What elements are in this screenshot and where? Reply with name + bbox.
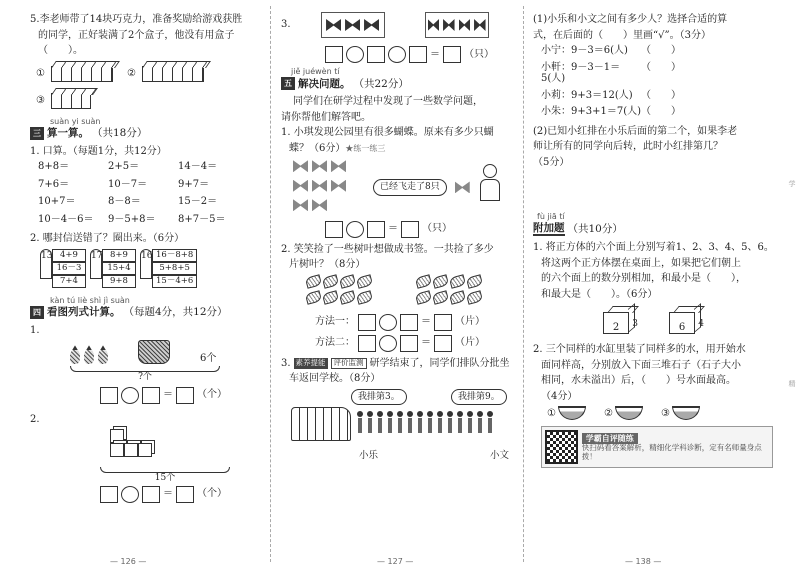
- e1-line2: 将这两个正方体摆在桌面上，如果把它们朝上: [541, 257, 741, 269]
- oral-item[interactable]: 8+8＝: [38, 161, 70, 173]
- die-face-front: 2: [612, 321, 620, 333]
- mailbox-number: 13: [40, 249, 52, 279]
- letter-card[interactable]: 15+4: [102, 262, 136, 275]
- option-3-label: ③: [36, 94, 45, 106]
- mailboxes: [40, 249, 262, 288]
- q5-line1: 5.李老师带了14块巧克力，准备奖励给游戏获胜: [30, 14, 243, 25]
- cube-icon: [603, 312, 638, 334]
- tank-options: [547, 406, 781, 420]
- sec3-pinyin: suàn yi suàn: [50, 116, 101, 126]
- name-b: 小文: [489, 449, 509, 461]
- sec5-badge: 五: [281, 77, 295, 90]
- p2-line3: （5分）: [533, 156, 570, 168]
- answer-box[interactable]: [325, 46, 343, 63]
- e2-line1: 2. 三个同样的水缸里装了同样多的水，用开始水: [533, 344, 746, 356]
- answer-box[interactable]: [176, 387, 194, 404]
- choice-label: 小朱：9+3+1＝7(人): [541, 106, 642, 117]
- q1-equation: ＝ （只）: [325, 221, 519, 238]
- choice-list: [541, 45, 781, 118]
- unit-label: （个）: [197, 389, 227, 401]
- sec4-q1-figure: [70, 340, 240, 382]
- option-3[interactable]: [36, 93, 262, 109]
- banner-title: 学霸自评随练: [582, 433, 638, 444]
- operator-circle[interactable]: [388, 46, 406, 63]
- p1-line1: (1)小乐和小文之间有多少人？选择合适的算: [533, 14, 728, 25]
- page-138: [525, 0, 785, 572]
- cube-icon: [669, 312, 704, 334]
- bird-group-icon: [321, 12, 385, 38]
- choice-label: 小莉：9+3＝12(人): [541, 89, 633, 101]
- leaf-group-icon: [305, 275, 385, 308]
- operator-circle[interactable]: [379, 314, 397, 331]
- answer-box[interactable]: [325, 221, 343, 238]
- dice-figure: [603, 312, 781, 334]
- queue-names: [359, 451, 509, 462]
- q3-number: 3.: [281, 19, 291, 31]
- p2-line1: (2)已知小红排在小乐后面的第二个，如果李老: [533, 125, 738, 137]
- answer-box[interactable]: [400, 314, 418, 331]
- pineapple-basket-icon: [138, 340, 170, 364]
- intro-line2: 请你帮他们解答吧。: [281, 111, 371, 123]
- q3b-tag: 评价监测: [331, 358, 367, 369]
- answer-box[interactable]: [443, 46, 461, 63]
- tank-option-2[interactable]: [604, 406, 643, 420]
- answer-box[interactable]: [367, 221, 385, 238]
- page-number: — 138 —: [625, 556, 662, 566]
- unit-label: （片）: [455, 337, 485, 349]
- option-2[interactable]: [127, 66, 204, 82]
- page-126: [0, 0, 268, 572]
- choice-label: 小軒：9－3－1＝5(人): [541, 61, 621, 84]
- tank-label: ①: [547, 407, 556, 419]
- speech-bubble-a: 我排第3。: [351, 389, 407, 405]
- q5-options: [36, 63, 262, 85]
- method1-label: 方法一：: [315, 316, 355, 328]
- children-queue-icon: [355, 411, 495, 437]
- mailbox-2: [90, 249, 136, 288]
- butterfly-icon: [455, 181, 470, 193]
- answer-space[interactable]: [533, 172, 781, 212]
- intro-line1: 同学们在研学过程中发现了一些数学问题，: [293, 96, 483, 108]
- e1-line4: 和最大是（ ）。（6分）: [541, 288, 658, 300]
- answer-box[interactable]: [100, 387, 118, 404]
- answer-box[interactable]: [434, 335, 452, 352]
- method2-label: 方法二：: [315, 337, 355, 349]
- p2-line2: 师让所有的同学向后转，此时小红排第几？: [533, 141, 723, 152]
- q3b-line2: 车返回学校。（8分）: [289, 373, 381, 385]
- pineapple-group-icon: [70, 350, 108, 364]
- e1-line1: 1. 将正方体的六个面上分别写着1、2、3、4、5、6。: [533, 242, 774, 254]
- answer-box[interactable]: [409, 46, 427, 63]
- sec4-q1-total: 6个: [200, 352, 217, 364]
- unit-label: （片）: [455, 316, 485, 328]
- letter-card[interactable]: 15－4+6: [152, 275, 197, 288]
- q3-equation: ＝ （只）: [325, 46, 519, 63]
- chocolate-box-icon: [51, 66, 113, 82]
- option-1-label: ①: [36, 67, 45, 79]
- answer-box[interactable]: [100, 486, 118, 503]
- option-2-label: ②: [126, 67, 136, 79]
- q3b-badge: 素养提能: [295, 358, 326, 368]
- sec4-q1-question: ?个: [138, 372, 152, 383]
- name-a: 小乐: [359, 449, 379, 461]
- q2-line2: 片树叶？（8分）: [289, 259, 366, 271]
- letter-card[interactable]: 9+8: [102, 275, 136, 288]
- choice-blank[interactable]: （ ）: [641, 45, 681, 56]
- speech-bubble-b: 我排第9。: [451, 389, 507, 405]
- page-127: [273, 0, 523, 572]
- sec5-title: 解决问题。: [298, 77, 351, 90]
- q2-line1: 2. 笑笑捡了一些树叶想做成书签。一共捡了多少: [281, 243, 494, 255]
- die-face-side: 3: [632, 319, 638, 330]
- letter-card[interactable]: 16－8+8: [152, 249, 197, 262]
- answer-box[interactable]: [358, 335, 376, 352]
- oral-item[interactable]: 15－2＝: [178, 196, 218, 208]
- tank-option-1[interactable]: [547, 406, 586, 420]
- e2-line3: 相同，水未溢出）后，（ ）号水面最高。: [541, 375, 736, 387]
- extra-title: 附加题: [533, 222, 565, 236]
- operator-circle[interactable]: [346, 46, 364, 63]
- q1-line2: [289, 143, 519, 155]
- e2-line2: 面同样高，分别放入下面三堆石子（石子大小: [541, 359, 741, 371]
- water-tank-icon: [672, 406, 700, 420]
- qr-code-icon[interactable]: [545, 430, 578, 464]
- cube-stack-icon: [110, 429, 250, 457]
- side-mark: 学: [788, 180, 797, 187]
- unit-label: （个）: [197, 488, 227, 500]
- butterfly-grid-icon: [291, 158, 367, 217]
- oral-item[interactable]: 14－4＝: [178, 161, 218, 173]
- tank-option-3[interactable]: [661, 406, 700, 420]
- answer-box[interactable]: [358, 314, 376, 331]
- sec5-pinyin: jiě juéwèn tí: [291, 67, 340, 76]
- page-number: — 127 —: [377, 556, 414, 566]
- chocolate-box-icon: [51, 93, 91, 109]
- sec4-badge: 四: [30, 306, 44, 319]
- mailbox-1: [40, 249, 86, 288]
- answer-box[interactable]: [367, 46, 385, 63]
- answer-box[interactable]: [401, 221, 419, 238]
- q1-line1: 1. 小琪发现公园里有很多蝴蝶。原来有多少只蝴: [281, 127, 494, 139]
- operator-circle[interactable]: [379, 335, 397, 352]
- sec3-title: 算一算。: [47, 127, 89, 140]
- q3b-line1: 3. 素养提能 评价监测 研学结束了，同学们排队分批坐: [281, 357, 510, 369]
- oral-item[interactable]: 10+7＝: [38, 196, 76, 208]
- choice-blank[interactable]: （ ）: [641, 106, 681, 117]
- water-tank-icon: [558, 406, 586, 420]
- oral-item[interactable]: 10－7＝: [108, 178, 148, 190]
- method2-equation: 方法二： ＝ （片）: [315, 335, 519, 352]
- p1-line2: 式，在后面的（ ）里画“√”。（3分）: [533, 29, 711, 41]
- oral-calc-grid: [38, 161, 262, 225]
- chocolate-box-icon: [142, 66, 204, 82]
- option-1[interactable]: [36, 66, 113, 82]
- q1-line2-text: 蝶？（6分）: [289, 142, 346, 154]
- sec4-points: （每题4分，共12分）: [123, 306, 228, 319]
- q3-birds: [281, 12, 519, 38]
- extra-pinyin: fù jiā tí: [537, 212, 565, 221]
- choice-blank[interactable]: （ ）: [641, 89, 681, 101]
- page-number: — 126 —: [110, 556, 147, 566]
- operator-circle[interactable]: [346, 221, 364, 238]
- oral-item[interactable]: 8－8＝: [108, 196, 141, 208]
- sec4-heading: [30, 306, 262, 319]
- answer-box[interactable]: [434, 314, 452, 331]
- oral-item[interactable]: 9+7＝: [178, 178, 210, 190]
- e2-line4: （4分）: [541, 390, 578, 402]
- side-mark: 精: [788, 380, 797, 387]
- q1-line: 1. 口算。（每题1分，共12分）: [30, 145, 167, 157]
- oral-item[interactable]: 7+6＝: [38, 178, 70, 190]
- answer-box[interactable]: [176, 486, 194, 503]
- operator-circle[interactable]: [121, 387, 139, 404]
- sec5-heading: [281, 77, 519, 90]
- q5-line3: （ ）。: [38, 45, 83, 56]
- sec3-heading: [30, 127, 262, 140]
- q5-line2: 的同学，正好装满了2个盒子，他没有用盒子: [38, 29, 235, 41]
- mailbox-3: [140, 249, 197, 288]
- qr-banner[interactable]: [541, 426, 773, 468]
- bird-group-icon: [425, 12, 489, 38]
- sec4-title: 看图列式计算。: [47, 306, 121, 319]
- banner-text: 快扫码看答案解析，精细化学科诊断，定有名师量身点拨！: [581, 443, 762, 461]
- sec4-q1-number: 1.: [30, 324, 40, 336]
- sec5-points: （共22分）: [353, 77, 409, 90]
- leaf-groups: [305, 275, 519, 308]
- die-face-side: 4: [698, 319, 704, 330]
- sec3-badge: 三: [30, 127, 44, 140]
- e1-line3: 的六个面上的数分别相加，和最小是（ ），: [541, 273, 746, 285]
- method1-equation: 方法一： ＝ （片）: [315, 314, 519, 331]
- letter-card[interactable]: 7+4: [52, 275, 86, 288]
- leaf-group-icon: [415, 275, 495, 308]
- oral-item[interactable]: 8+7－5＝: [178, 213, 226, 225]
- unit-label: （只）: [464, 48, 494, 60]
- die-face-front: 6: [678, 321, 686, 333]
- sec4-q2-equation: ＝ （个）: [100, 486, 262, 503]
- oral-item[interactable]: 2+5＝: [108, 161, 140, 173]
- oral-item[interactable]: 10－4－6＝: [38, 213, 94, 225]
- answer-box[interactable]: [142, 486, 160, 503]
- mailbox-number: 17: [90, 249, 102, 279]
- sec4-q2-figure: [100, 429, 250, 483]
- sec4-q2-total: 15个: [154, 473, 176, 484]
- answer-box[interactable]: [400, 335, 418, 352]
- choice-blank[interactable]: （ ）: [641, 61, 681, 73]
- extra-heading: [533, 222, 781, 236]
- q1-note: ★练一练三: [345, 143, 386, 153]
- letter-card[interactable]: 4+9: [52, 249, 86, 262]
- sec4-q1-equation: ＝ （个）: [100, 387, 262, 404]
- queue-figure: [281, 389, 519, 451]
- operator-circle[interactable]: [121, 486, 139, 503]
- sec4-pinyin: kàn tú liè shì jì suàn: [50, 295, 130, 305]
- q1-figure: [291, 158, 519, 217]
- q2-line: 2. 哪封信送错了？圈出来。（6分）: [30, 233, 185, 245]
- water-tank-icon: [615, 406, 643, 420]
- extra-points: （共10分）: [567, 223, 623, 236]
- sec3-points: （共18分）: [92, 127, 148, 140]
- girl-icon: [478, 164, 502, 210]
- sec4-q2-number: 2.: [30, 413, 40, 425]
- mailbox-number: 16: [140, 249, 152, 279]
- q1-speech-bubble: 已经飞走了8只: [373, 179, 447, 195]
- tank-label: ③: [660, 407, 670, 419]
- choice-label: 小宁：9－3＝6(人): [541, 45, 628, 56]
- letter-card[interactable]: 5+8+5: [152, 262, 197, 275]
- letter-card[interactable]: 16－3: [52, 262, 86, 275]
- oral-item[interactable]: 9－5+8＝: [108, 213, 156, 225]
- q3b-text: 研学结束了，同学们排队分批坐: [369, 357, 510, 369]
- unit-label: （只）: [422, 223, 452, 235]
- tank-label: ②: [603, 407, 613, 419]
- bus-icon: [291, 407, 351, 441]
- letter-card[interactable]: 8+9: [102, 249, 136, 262]
- answer-box[interactable]: [142, 387, 160, 404]
